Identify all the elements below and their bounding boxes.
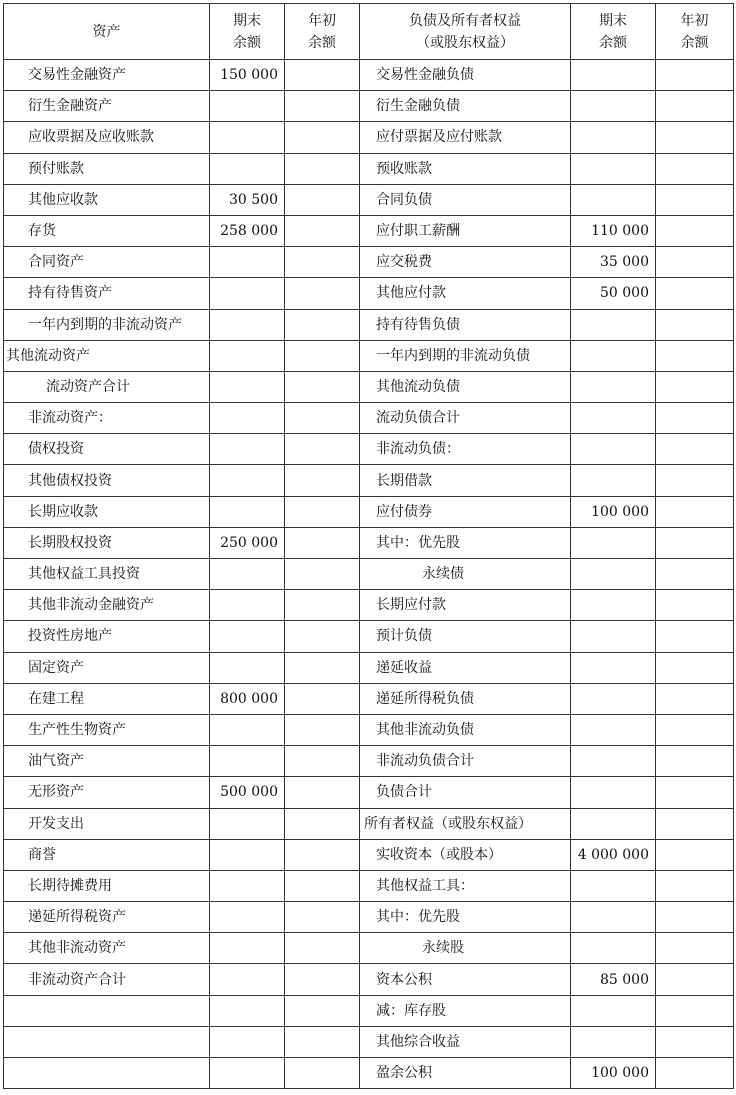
asset-begin-balance-cell bbox=[285, 465, 360, 496]
liability-begin-balance-cell bbox=[656, 995, 734, 1026]
asset-end-balance-cell bbox=[210, 1026, 285, 1057]
liability-end-balance-cell bbox=[571, 153, 656, 184]
header-begin-balance-right bbox=[656, 4, 734, 60]
table-row bbox=[4, 278, 734, 309]
asset-name-cell: 其他权益工具投资 bbox=[4, 559, 210, 590]
liability-end-balance-cell bbox=[571, 870, 656, 901]
liability-end-balance-cell bbox=[571, 371, 656, 402]
liability-begin-balance-cell bbox=[656, 902, 734, 933]
header-begin-balance-right-line2: 余额 bbox=[680, 34, 709, 51]
asset-end-balance-cell bbox=[210, 964, 285, 995]
liability-begin-balance-cell bbox=[656, 1026, 734, 1057]
liability-begin-balance-cell bbox=[656, 964, 734, 995]
asset-end-balance-cell bbox=[210, 465, 285, 496]
header-begin-balance-right-line1: 年初 bbox=[680, 12, 709, 29]
liability-name-cell: 永续债 bbox=[360, 559, 571, 590]
liability-name-cell: 应付票据及应付账款 bbox=[360, 122, 571, 153]
asset-end-balance-cell: 258 000 bbox=[210, 215, 285, 246]
header-liabilities-line2: （或股东权益） bbox=[416, 34, 514, 51]
liability-end-balance-cell bbox=[571, 91, 656, 122]
asset-begin-balance-cell bbox=[285, 60, 360, 91]
table-row bbox=[4, 964, 734, 995]
liability-end-balance-cell bbox=[571, 714, 656, 745]
liability-name-cell: 其他权益工具： bbox=[360, 870, 571, 901]
liability-begin-balance-cell bbox=[656, 371, 734, 402]
asset-name-cell: 其他流动资产 bbox=[4, 340, 210, 371]
asset-end-balance-cell bbox=[210, 1058, 285, 1089]
liability-begin-balance-cell bbox=[656, 933, 734, 964]
asset-begin-balance-cell bbox=[285, 278, 360, 309]
asset-begin-balance-cell bbox=[285, 403, 360, 434]
asset-name-cell: 长期应收款 bbox=[4, 496, 210, 527]
asset-begin-balance-cell bbox=[285, 621, 360, 652]
asset-name-cell: 固定资产 bbox=[4, 652, 210, 683]
asset-begin-balance-cell bbox=[285, 122, 360, 153]
asset-end-balance-cell: 500 000 bbox=[210, 777, 285, 808]
liability-begin-balance-cell bbox=[656, 278, 734, 309]
liability-name-cell: 其他应付款 bbox=[360, 278, 571, 309]
asset-name-cell: 一年内到期的非流动资产 bbox=[4, 309, 210, 340]
asset-name-cell: 存货 bbox=[4, 215, 210, 246]
table-row bbox=[4, 746, 734, 777]
table-row bbox=[4, 590, 734, 621]
liability-begin-balance-cell bbox=[656, 247, 734, 278]
liability-begin-balance-cell bbox=[656, 527, 734, 558]
asset-name-cell: 预付账款 bbox=[4, 153, 210, 184]
asset-end-balance-cell bbox=[210, 559, 285, 590]
header-end-balance-line1: 期末 bbox=[233, 12, 261, 29]
liability-end-balance-cell bbox=[571, 902, 656, 933]
table-row bbox=[4, 1026, 734, 1057]
table-row bbox=[4, 714, 734, 745]
liability-end-balance-cell bbox=[571, 434, 656, 465]
table-row bbox=[4, 808, 734, 839]
liability-name-cell: 应付债券 bbox=[360, 496, 571, 527]
asset-begin-balance-cell bbox=[285, 683, 360, 714]
liability-name-cell: 应交税费 bbox=[360, 247, 571, 278]
liability-end-balance-cell bbox=[571, 746, 656, 777]
asset-end-balance-cell: 800 000 bbox=[210, 683, 285, 714]
asset-name-cell: 无形资产 bbox=[4, 777, 210, 808]
asset-end-balance-cell bbox=[210, 496, 285, 527]
asset-begin-balance-cell bbox=[285, 902, 360, 933]
liability-end-balance-cell bbox=[571, 995, 656, 1026]
asset-name-cell: 在建工程 bbox=[4, 683, 210, 714]
asset-name-cell: 其他非流动资产 bbox=[4, 933, 210, 964]
liability-begin-balance-cell bbox=[656, 184, 734, 215]
asset-end-balance-cell bbox=[210, 746, 285, 777]
asset-name-cell: 长期股权投资 bbox=[4, 527, 210, 558]
asset-end-balance-cell bbox=[210, 91, 285, 122]
asset-end-balance-cell bbox=[210, 309, 285, 340]
header-liabilities-equity bbox=[360, 4, 571, 60]
liability-end-balance-cell bbox=[571, 652, 656, 683]
asset-end-balance-cell bbox=[210, 340, 285, 371]
liability-name-cell: 非流动负债： bbox=[360, 434, 571, 465]
table-row bbox=[4, 403, 734, 434]
asset-end-balance-cell bbox=[210, 714, 285, 745]
header-begin-balance-line1: 年初 bbox=[308, 12, 336, 29]
asset-begin-balance-cell bbox=[285, 559, 360, 590]
asset-end-balance-cell bbox=[210, 122, 285, 153]
asset-end-balance-cell: 30 500 bbox=[210, 184, 285, 215]
asset-end-balance-cell bbox=[210, 995, 285, 1026]
asset-begin-balance-cell bbox=[285, 777, 360, 808]
asset-begin-balance-cell bbox=[285, 964, 360, 995]
asset-begin-balance-cell bbox=[285, 371, 360, 402]
asset-name-cell: 债权投资 bbox=[4, 434, 210, 465]
table-row bbox=[4, 933, 734, 964]
asset-name-cell bbox=[4, 995, 210, 1026]
liability-begin-balance-cell bbox=[656, 122, 734, 153]
asset-begin-balance-cell bbox=[285, 184, 360, 215]
asset-name-cell: 投资性房地产 bbox=[4, 621, 210, 652]
liability-end-balance-cell bbox=[571, 527, 656, 558]
asset-end-balance-cell bbox=[210, 403, 285, 434]
liability-begin-balance-cell bbox=[656, 870, 734, 901]
liability-begin-balance-cell bbox=[656, 340, 734, 371]
liability-name-cell: 递延所得税负债 bbox=[360, 683, 571, 714]
header-end-balance-line2: 余额 bbox=[233, 34, 261, 51]
liability-end-balance-cell: 50 000 bbox=[571, 278, 656, 309]
liability-begin-balance-cell bbox=[656, 153, 734, 184]
header-begin-balance bbox=[285, 4, 360, 60]
asset-end-balance-cell: 250 000 bbox=[210, 527, 285, 558]
asset-begin-balance-cell bbox=[285, 870, 360, 901]
header-end-balance-right-line1: 期末 bbox=[599, 12, 627, 29]
liability-name-cell: 减：库存股 bbox=[360, 995, 571, 1026]
liability-begin-balance-cell bbox=[656, 403, 734, 434]
asset-begin-balance-cell bbox=[285, 527, 360, 558]
asset-begin-balance-cell bbox=[285, 839, 360, 870]
asset-end-balance-cell bbox=[210, 434, 285, 465]
asset-begin-balance-cell bbox=[285, 91, 360, 122]
liability-name-cell: 其他非流动负债 bbox=[360, 714, 571, 745]
table-body bbox=[4, 60, 734, 1089]
liability-name-cell: 预计负债 bbox=[360, 621, 571, 652]
liability-name-cell: 其中：优先股 bbox=[360, 902, 571, 933]
liability-begin-balance-cell bbox=[656, 1058, 734, 1089]
table-row bbox=[4, 60, 734, 91]
liability-end-balance-cell: 110 000 bbox=[571, 215, 656, 246]
header-end-balance-right-line2: 余额 bbox=[599, 34, 627, 51]
liability-begin-balance-cell bbox=[656, 215, 734, 246]
table-header bbox=[4, 4, 734, 60]
liability-name-cell: 合同负债 bbox=[360, 184, 571, 215]
asset-begin-balance-cell bbox=[285, 652, 360, 683]
asset-begin-balance-cell bbox=[285, 434, 360, 465]
table-row bbox=[4, 122, 734, 153]
header-row bbox=[4, 4, 734, 60]
table-row bbox=[4, 902, 734, 933]
asset-name-cell: 递延所得税资产 bbox=[4, 902, 210, 933]
asset-name-cell: 商誉 bbox=[4, 839, 210, 870]
liability-name-cell: 资本公积 bbox=[360, 964, 571, 995]
liability-end-balance-cell bbox=[571, 184, 656, 215]
asset-end-balance-cell bbox=[210, 902, 285, 933]
asset-begin-balance-cell bbox=[285, 215, 360, 246]
liability-begin-balance-cell bbox=[656, 465, 734, 496]
liability-end-balance-cell: 100 000 bbox=[571, 1058, 656, 1089]
asset-begin-balance-cell bbox=[285, 1058, 360, 1089]
liability-name-cell: 递延收益 bbox=[360, 652, 571, 683]
liability-name-cell: 所有者权益（或股东权益） bbox=[360, 808, 571, 839]
liability-end-balance-cell bbox=[571, 1026, 656, 1057]
asset-name-cell: 非流动资产： bbox=[4, 403, 210, 434]
liability-begin-balance-cell bbox=[656, 777, 734, 808]
liability-name-cell: 负债合计 bbox=[360, 777, 571, 808]
table-row bbox=[4, 559, 734, 590]
table-row bbox=[4, 870, 734, 901]
asset-end-balance-cell bbox=[210, 371, 285, 402]
liability-begin-balance-cell bbox=[656, 496, 734, 527]
liability-end-balance-cell bbox=[571, 621, 656, 652]
asset-end-balance-cell bbox=[210, 870, 285, 901]
liability-begin-balance-cell bbox=[656, 808, 734, 839]
table-row bbox=[4, 247, 734, 278]
liability-begin-balance-cell bbox=[656, 309, 734, 340]
balance-sheet-table bbox=[3, 3, 734, 1089]
liability-name-cell: 长期应付款 bbox=[360, 590, 571, 621]
table-row bbox=[4, 465, 734, 496]
asset-name-cell: 非流动资产合计 bbox=[4, 964, 210, 995]
asset-name-cell: 其他应收款 bbox=[4, 184, 210, 215]
table-row bbox=[4, 652, 734, 683]
liability-end-balance-cell: 85 000 bbox=[571, 964, 656, 995]
liability-begin-balance-cell bbox=[656, 434, 734, 465]
asset-name-cell: 生产性生物资产 bbox=[4, 714, 210, 745]
liability-begin-balance-cell bbox=[656, 714, 734, 745]
liability-name-cell: 盈余公积 bbox=[360, 1058, 571, 1089]
asset-name-cell: 开发支出 bbox=[4, 808, 210, 839]
liability-name-cell: 一年内到期的非流动负债 bbox=[360, 340, 571, 371]
table-row bbox=[4, 153, 734, 184]
liability-end-balance-cell: 4 000 000 bbox=[571, 839, 656, 870]
table-row bbox=[4, 621, 734, 652]
liability-name-cell: 应付职工薪酬 bbox=[360, 215, 571, 246]
asset-name-cell: 应收票据及应收账款 bbox=[4, 122, 210, 153]
liability-end-balance-cell bbox=[571, 933, 656, 964]
liability-end-balance-cell bbox=[571, 403, 656, 434]
liability-end-balance-cell bbox=[571, 683, 656, 714]
liability-begin-balance-cell bbox=[656, 683, 734, 714]
table-row bbox=[4, 777, 734, 808]
asset-name-cell bbox=[4, 1026, 210, 1057]
asset-name-cell bbox=[4, 1058, 210, 1089]
liability-begin-balance-cell bbox=[656, 746, 734, 777]
liability-begin-balance-cell bbox=[656, 839, 734, 870]
asset-end-balance-cell bbox=[210, 808, 285, 839]
liability-name-cell: 其中：优先股 bbox=[360, 527, 571, 558]
liability-name-cell: 实收资本（或股本） bbox=[360, 839, 571, 870]
liability-end-balance-cell bbox=[571, 777, 656, 808]
table-row bbox=[4, 1058, 734, 1089]
asset-begin-balance-cell bbox=[285, 1026, 360, 1057]
table-row bbox=[4, 309, 734, 340]
liability-end-balance-cell bbox=[571, 340, 656, 371]
table-row bbox=[4, 527, 734, 558]
asset-begin-balance-cell bbox=[285, 590, 360, 621]
table-row bbox=[4, 340, 734, 371]
liability-name-cell: 其他流动负债 bbox=[360, 371, 571, 402]
asset-begin-balance-cell bbox=[285, 933, 360, 964]
asset-end-balance-cell bbox=[210, 590, 285, 621]
liability-end-balance-cell bbox=[571, 590, 656, 621]
asset-begin-balance-cell bbox=[285, 309, 360, 340]
header-end-balance-right bbox=[571, 4, 656, 60]
asset-begin-balance-cell bbox=[285, 808, 360, 839]
liability-begin-balance-cell bbox=[656, 621, 734, 652]
asset-name-cell: 衍生金融资产 bbox=[4, 91, 210, 122]
asset-name-cell: 长期待摊费用 bbox=[4, 870, 210, 901]
liability-end-balance-cell bbox=[571, 808, 656, 839]
asset-name-cell: 交易性金融资产 bbox=[4, 60, 210, 91]
asset-begin-balance-cell bbox=[285, 496, 360, 527]
liability-begin-balance-cell bbox=[656, 559, 734, 590]
liability-name-cell: 永续股 bbox=[360, 933, 571, 964]
liability-name-cell: 其他综合收益 bbox=[360, 1026, 571, 1057]
asset-name-cell: 流动资产合计 bbox=[4, 371, 210, 402]
liability-begin-balance-cell bbox=[656, 590, 734, 621]
header-begin-balance-line2: 余额 bbox=[308, 34, 336, 51]
table-row bbox=[4, 91, 734, 122]
liability-begin-balance-cell bbox=[656, 60, 734, 91]
liability-end-balance-cell: 100 000 bbox=[571, 496, 656, 527]
liability-end-balance-cell bbox=[571, 465, 656, 496]
asset-name-cell: 其他非流动金融资产 bbox=[4, 590, 210, 621]
table-row bbox=[4, 995, 734, 1026]
table-row bbox=[4, 496, 734, 527]
table-row bbox=[4, 184, 734, 215]
table-row bbox=[4, 434, 734, 465]
liability-begin-balance-cell bbox=[656, 652, 734, 683]
liability-end-balance-cell bbox=[571, 122, 656, 153]
table-row bbox=[4, 371, 734, 402]
asset-begin-balance-cell bbox=[285, 995, 360, 1026]
liability-name-cell: 非流动负债合计 bbox=[360, 746, 571, 777]
asset-begin-balance-cell bbox=[285, 714, 360, 745]
table-row bbox=[4, 839, 734, 870]
liability-begin-balance-cell bbox=[656, 91, 734, 122]
asset-name-cell: 油气资产 bbox=[4, 746, 210, 777]
table-row bbox=[4, 215, 734, 246]
asset-end-balance-cell bbox=[210, 278, 285, 309]
liability-end-balance-cell: 35 000 bbox=[571, 247, 656, 278]
asset-begin-balance-cell bbox=[285, 153, 360, 184]
asset-end-balance-cell bbox=[210, 933, 285, 964]
liability-name-cell: 交易性金融负债 bbox=[360, 60, 571, 91]
liability-name-cell: 持有待售负债 bbox=[360, 309, 571, 340]
header-assets: 资产 bbox=[4, 4, 210, 60]
liability-name-cell: 流动负债合计 bbox=[360, 403, 571, 434]
table-row bbox=[4, 683, 734, 714]
asset-name-cell: 合同资产 bbox=[4, 247, 210, 278]
liability-name-cell: 衍生金融负债 bbox=[360, 91, 571, 122]
asset-begin-balance-cell bbox=[285, 247, 360, 278]
liability-end-balance-cell bbox=[571, 309, 656, 340]
liability-name-cell: 预收账款 bbox=[360, 153, 571, 184]
liability-end-balance-cell bbox=[571, 559, 656, 590]
asset-end-balance-cell bbox=[210, 153, 285, 184]
asset-end-balance-cell: 150 000 bbox=[210, 60, 285, 91]
asset-name-cell: 持有待售资产 bbox=[4, 278, 210, 309]
asset-name-cell: 其他债权投资 bbox=[4, 465, 210, 496]
asset-begin-balance-cell bbox=[285, 746, 360, 777]
header-end-balance bbox=[210, 4, 285, 60]
asset-end-balance-cell bbox=[210, 247, 285, 278]
liability-end-balance-cell bbox=[571, 60, 656, 91]
asset-end-balance-cell bbox=[210, 652, 285, 683]
asset-end-balance-cell bbox=[210, 839, 285, 870]
liability-name-cell: 长期借款 bbox=[360, 465, 571, 496]
asset-begin-balance-cell bbox=[285, 340, 360, 371]
header-liabilities-line1: 负债及所有者权益 bbox=[409, 12, 521, 29]
asset-end-balance-cell bbox=[210, 621, 285, 652]
